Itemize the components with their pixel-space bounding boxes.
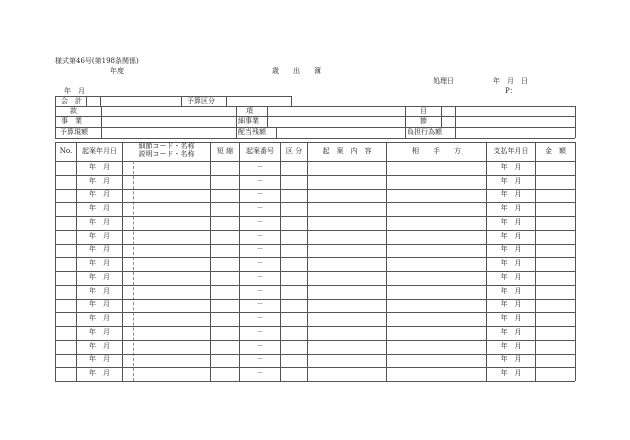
row-pay-date: 年 月 [500,218,522,226]
table-bottom [55,381,575,382]
row-kian-date: 年 月 [89,177,110,185]
info-r2-div-d [405,116,406,127]
row-divider [55,340,575,341]
row-divider [55,326,575,327]
row-divider [55,244,575,245]
row-kian-no: － [256,232,264,240]
info-r2-div-c [267,116,268,127]
year-month-label: 年 月 [64,87,85,95]
row-kian-no: － [256,355,264,363]
page-title: 歳 出 簿 [272,67,321,75]
row-pay-date: 年 月 [500,163,522,171]
kou-label: 項 [246,107,253,115]
row-kian-date: 年 月 [89,273,110,281]
col-header-date: 起案年月日 [82,147,117,155]
info-r3-div-b [236,127,237,138]
info-r1-div-c [267,106,268,116]
kan-label: 款 [70,107,77,115]
row-pay-date: 年 月 [500,342,522,350]
row-divider [55,271,575,272]
row-divider [55,175,575,176]
row-pay-date: 年 月 [500,328,522,336]
info-r3-div-d [405,127,406,138]
col-header-kubun: 区 分 [285,147,303,155]
col-divider-code [210,142,211,381]
info-line-1 [55,106,575,107]
row-kian-no: － [256,273,264,281]
kaikei-divider-3 [181,96,182,106]
info-r2-div-b [236,116,237,127]
row-kian-date: 年 月 [89,232,110,240]
col-divider-content [386,142,387,381]
row-pay-date: 年 月 [500,232,522,240]
row-kian-no: － [256,245,264,253]
col-header-amount: 金 額 [545,147,566,155]
processing-date-label: 処理日 [433,77,454,85]
col-header-code-line2: 説明コード・名称 [138,150,195,158]
row-kian-no: － [256,300,264,308]
col-divider-paydate [535,142,536,381]
info-left [55,106,56,138]
row-kian-date: 年 月 [89,355,110,363]
row-divider [55,367,575,368]
table-right [575,142,576,381]
row-pay-date: 年 月 [500,369,522,377]
row-kian-date: 年 月 [89,328,110,336]
page-number-label: P： [505,87,517,95]
row-kian-no: － [256,328,264,336]
kaikei-divider-4 [226,96,227,106]
col-header-kian-no: 起案番号 [246,147,274,155]
futan-koui-gaku-label: 負担行為額 [407,128,442,136]
row-divider [55,285,575,286]
yosan-kubun-label: 予算区分 [187,97,215,105]
kaikei-divider-1 [86,96,87,106]
row-pay-date: 年 月 [500,190,522,198]
row-pay-date: 年 月 [500,300,522,308]
row-divider [55,230,575,231]
col-divider-date [122,142,123,381]
row-kian-date: 年 月 [89,218,110,226]
info-line-3 [55,127,575,128]
table-left [55,142,56,381]
row-pay-date: 年 月 [500,287,522,295]
fiscal-year-label: 年度 [110,67,124,75]
info-r1-div-e [441,106,442,116]
row-kian-date: 年 月 [89,245,110,253]
kaikei-box-left [55,96,56,106]
info-r2-div-f [455,116,456,127]
row-kian-no: － [256,287,264,295]
kaikei-label: 会 計 [61,97,82,105]
row-kian-date: 年 月 [89,369,110,377]
info-line-4 [55,138,575,139]
kaikei-box-right [291,96,292,106]
sai-jigyou-label: 細事業 [238,117,259,125]
row-kian-no: － [256,218,264,226]
row-divider [55,312,575,313]
setsu-label: 節 [420,117,427,125]
row-pay-date: 年 月 [500,204,522,212]
row-pay-date: 年 月 [500,314,522,322]
form-code: 様式第46号(第198条関係) [55,57,139,65]
row-kian-no: － [256,314,264,322]
row-kian-no: － [256,369,264,377]
col-divider-kian [280,142,281,381]
row-divider [55,216,575,217]
col-divider-kubun [307,142,308,381]
row-kian-no: － [256,204,264,212]
info-r3-div-a [101,127,102,138]
kaikei-divider-2 [100,96,101,106]
col-header-code-line1: 細節コード・名称 [138,142,195,150]
haitou-zangaku-label: 配当残額 [238,128,266,136]
col-header-aite: 相 手 方 [412,147,461,155]
row-pay-date: 年 月 [500,245,522,253]
row-divider [55,299,575,300]
row-divider [55,257,575,258]
info-right [575,106,576,138]
moku-label: 目 [420,107,427,115]
row-kian-date: 年 月 [89,190,110,198]
row-pay-date: 年 月 [500,259,522,267]
info-r2-div-a [101,116,102,127]
row-kian-date: 年 月 [89,204,110,212]
row-kian-date: 年 月 [89,287,110,295]
row-pay-date: 年 月 [500,177,522,185]
row-kian-no: － [256,342,264,350]
row-kian-no: － [256,259,264,267]
row-divider [55,202,575,203]
row-divider [55,354,575,355]
col-header-no: No. [59,147,73,155]
info-r1-div-a [101,106,102,116]
info-r3-div-e [455,127,456,138]
info-r2-div-e [441,116,442,127]
info-r1-div-d [405,106,406,116]
yosan-gengaku-label: 予算現額 [60,128,88,136]
row-kian-date: 年 月 [89,163,110,171]
info-r1-div-b [236,106,237,116]
row-kian-date: 年 月 [89,259,110,267]
row-kian-date: 年 月 [89,300,110,308]
row-kian-date: 年 月 [89,314,110,322]
row-kian-date: 年 月 [89,342,110,350]
row-kian-no: － [256,190,264,198]
row-kian-no: － [256,177,264,185]
row-pay-date: 年 月 [500,273,522,281]
info-line-2 [55,116,575,117]
info-r3-div-c [276,127,277,138]
kaikei-box-top [55,96,291,97]
jigyou-label: 事 業 [61,117,82,125]
col-header-content: 起 案 内 容 [322,147,372,155]
row-divider [55,189,575,190]
row-kian-no: － [256,163,264,171]
col-header-pay-date: 支払年月日 [493,147,529,155]
col-header-short: 短 縮 [216,147,234,155]
row-pay-date: 年 月 [500,355,522,363]
processing-date-value: 年 月 日 [493,77,528,85]
info-r1-div-f [455,106,456,116]
